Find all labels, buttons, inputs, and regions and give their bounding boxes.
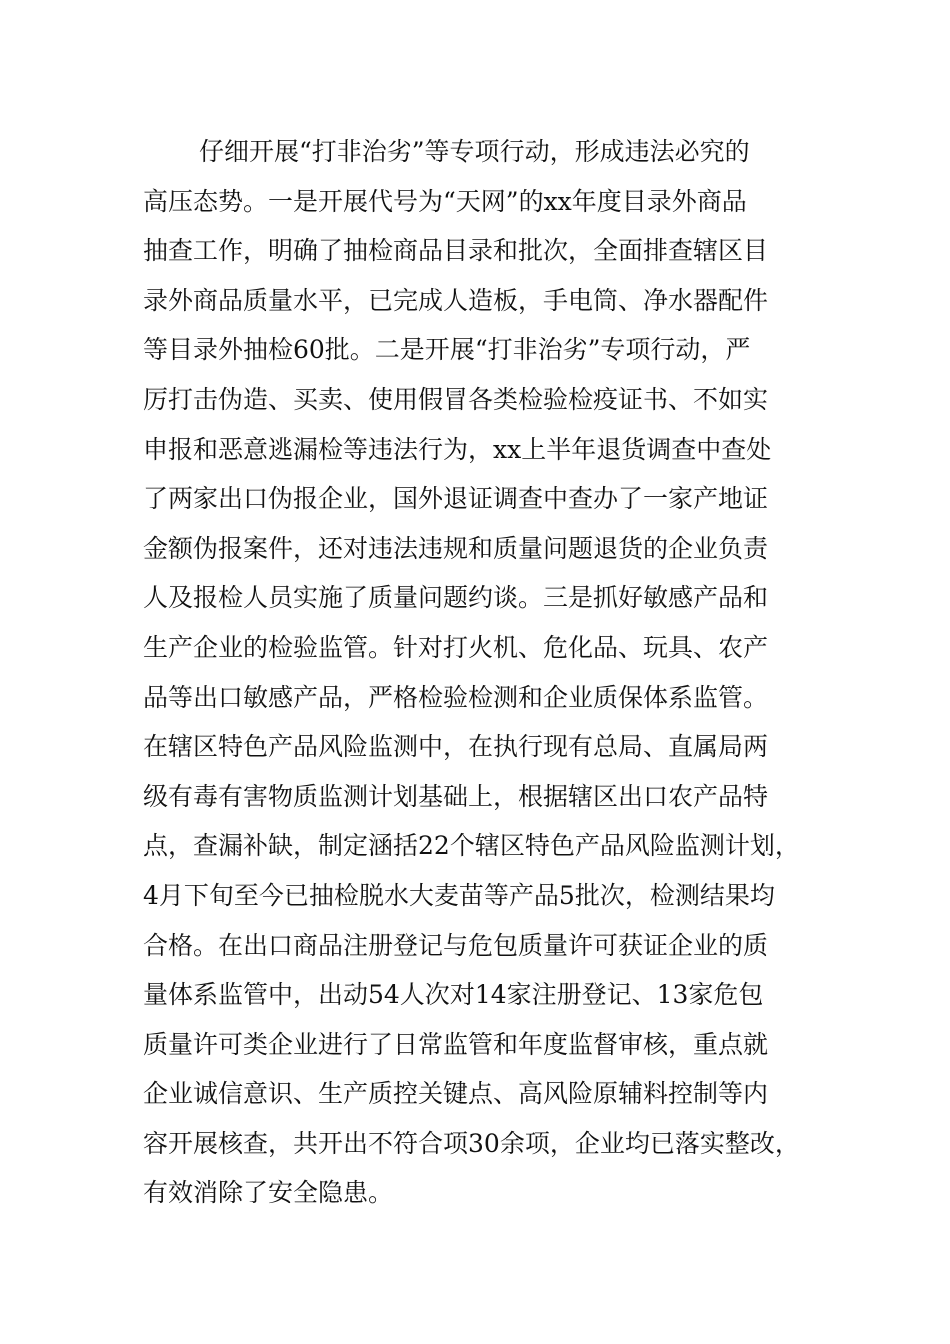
paragraph-line: 厉打击伪造、买卖、使用假冒各类检验检疫证书、不如实 bbox=[143, 384, 769, 414]
paragraph-line: 高压态势。一是开展代号为“天网”的xx年度目录外商品 bbox=[143, 186, 747, 216]
paragraph-line: 企业诚信意识、生产质控关键点、高风险原辅料控制等内 bbox=[143, 1079, 769, 1109]
paragraph bbox=[143, 127, 823, 1218]
paragraph-line: 合格。在出口商品注册登记与危包质量许可获证企业的质 bbox=[143, 930, 769, 960]
paragraph-line: 等目录外抽检60批。二是开展“打非治劣”专项行动，严 bbox=[143, 335, 751, 365]
paragraph-line: 抽查工作，明确了抽检商品目录和批次，全面排查辖区目 bbox=[143, 236, 769, 266]
paragraph-line: 质量许可类企业进行了日常监管和年度监督审核，重点就 bbox=[143, 1029, 769, 1059]
paragraph-line: 录外商品质量水平，已完成人造板，手电筒、净水器配件 bbox=[143, 285, 769, 315]
paragraph-line: 级有毒有害物质监测计划基础上，根据辖区出口农产品特 bbox=[143, 781, 769, 811]
paragraph-line: 金额伪报案件，还对违法违规和质量问题退货的企业负责 bbox=[143, 533, 769, 563]
paragraph-line: 了两家出口伪报企业，国外退证调查中查办了一家产地证 bbox=[143, 484, 769, 514]
paragraph-line: 4月下旬至今已抽检脱水大麦苗等产品5批次，检测结果均 bbox=[143, 880, 775, 910]
paragraph-line: 品等出口敏感产品，严格检验检测和企业质保体系监管。 bbox=[143, 682, 769, 712]
paragraph-line: 有效消除了安全隐患。 bbox=[143, 1178, 394, 1208]
paragraph-line: 人及报检人员实施了质量问题约谈。三是抓好敏感产品和 bbox=[143, 583, 769, 613]
paragraph-line: 容开展核查，共开出不符合项30余项，企业均已落实整改， bbox=[143, 1128, 800, 1158]
paragraph-line: 仔细开展“打非治劣”等专项行动，形成违法必究的 bbox=[199, 137, 750, 166]
paragraph-line: 生产企业的检验监管。针对打火机、危化品、玩具、农产 bbox=[143, 632, 769, 662]
paragraph-line: 点，查漏补缺，制定涵括22个辖区特色产品风险监测计划， bbox=[143, 831, 800, 861]
paragraph-line: 在辖区特色产品风险监测中，在执行现有总局、直属局两 bbox=[143, 732, 769, 762]
paragraph-line: 申报和恶意逃漏检等违法行为，xx上半年退货调查中查处 bbox=[143, 434, 772, 464]
paragraph-line: 量体系监管中，出动54人次对14家注册登记、13家危包 bbox=[143, 980, 764, 1010]
